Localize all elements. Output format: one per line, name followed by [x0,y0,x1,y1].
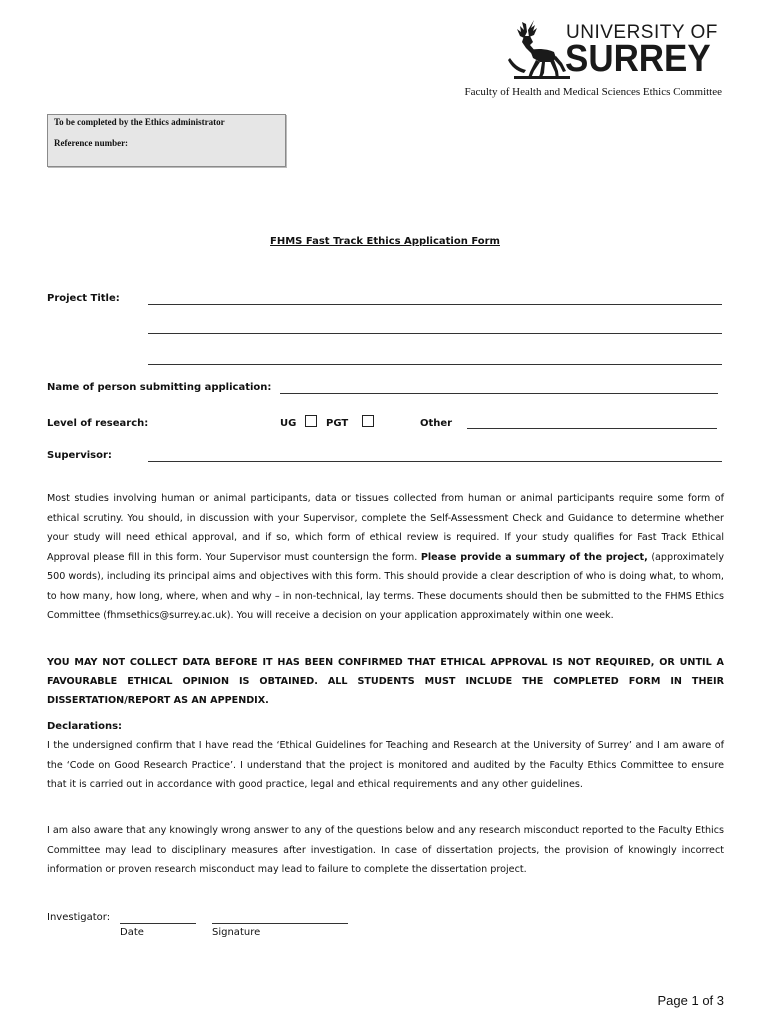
submitter-name-line[interactable] [280,393,718,394]
declarations-heading: Declarations: [47,721,123,732]
data-collection-warning: YOU MAY NOT COLLECT DATA BEFORE IT HAS BEEN CONFIRMED THAT ETHICAL APPROVAL IS NOT REQUIRED, OR UNTIL A FAVOURABLE ETHICAL OPINION IS OBTAINED. ALL STUDENTS MUST INCLUDE THE COMPLETED FORM IN THEIR DISSERTATION/REPORT AS AN APPENDIX. [47,657,724,706]
ug-checkbox[interactable] [305,415,317,427]
instructions-summary-emphasis: Please provide a summary of the project, [420,551,648,563]
other-line[interactable] [467,428,717,429]
faculty-heading: Faculty of Health and Medical Sciences Ethics Committee [464,86,722,98]
ug-label: UG [280,418,297,429]
project-title-label: Project Title: [47,293,120,304]
pgt-label: PGT [326,418,349,429]
project-title-line-2[interactable] [148,333,722,334]
date-line[interactable] [120,923,196,924]
logo-text-university-of: UNIVERSITY OF [566,22,718,43]
other-label: Other [420,418,453,429]
pgt-checkbox[interactable] [362,415,374,427]
submitter-name-label: Name of person submitting application: [47,382,272,393]
declaration-paragraph-2: I am also aware that any knowingly wrong answer to any of the questions below and any research misconduct reported to the Faculty Ethics Committee may lead to disciplinary measures after investigation. In case of dissertation projects, the provision of knowingly incorrect information or proven research misconduct may lead to failure to complete the dissertation project. [47,825,724,875]
page-number: Page 1 of 3 [657,993,724,1008]
logo-text-surrey: SURREY [565,38,711,80]
declaration-paragraph-1: I the undersigned confirm that I have read the ‘Ethical Guidelines for Teaching and Research at the University of Surrey’ and I am aware of the ‘Code on Good Research Practice’. I understand that the project is monitored and audited by the Faculty Ethics Committee to ensure that it is carried out in accordance with good practice, legal and ethical requirements and any other guidelines. [47,740,724,790]
signature-line[interactable] [212,923,348,924]
date-label: Date [120,927,144,938]
investigator-label: Investigator: [47,912,111,923]
level-of-research-label: Level of research: [47,418,149,429]
instructions-text-b: (approximately 500 words), including its principal aims and objectives with this form. This should provide a clear description of who is doing what, to whom, to how many, how long, where, when and why – in non-technical, lay terms. These documents should then be submitted to the FHMS Ethics Committee (fhmsethics@surrey.ac.uk). You will receive a decision on your application approximately within one week. [47,551,724,621]
supervisor-label: Supervisor: [47,450,112,461]
signature-label: Signature [212,927,261,938]
ethics-admin-box [47,114,286,167]
supervisor-line[interactable] [148,461,722,462]
instructions-paragraph [47,489,724,626]
form-title: FHMS Fast Track Ethics Application Form [270,236,500,247]
project-title-line-3[interactable] [148,364,722,365]
reference-number-label: Reference number: [54,138,129,148]
project-title-line-1[interactable] [148,304,722,305]
admin-box-instruction: To be completed by the Ethics administrator [54,117,225,127]
instructions-text-a: Most studies involving human or animal participants, data or tissues collected from human or animal participants require some form of ethical scrutiny. You should, in discussion with your Supervisor, complete the Self-Assessment Check and Guidance to determine whether your study will need ethical approval, and if so, which form of ethical review is required. If your study qualifies for Fast Track Ethical Approval please fill in this form. Your Supervisor must countersign the form. [47,493,724,563]
